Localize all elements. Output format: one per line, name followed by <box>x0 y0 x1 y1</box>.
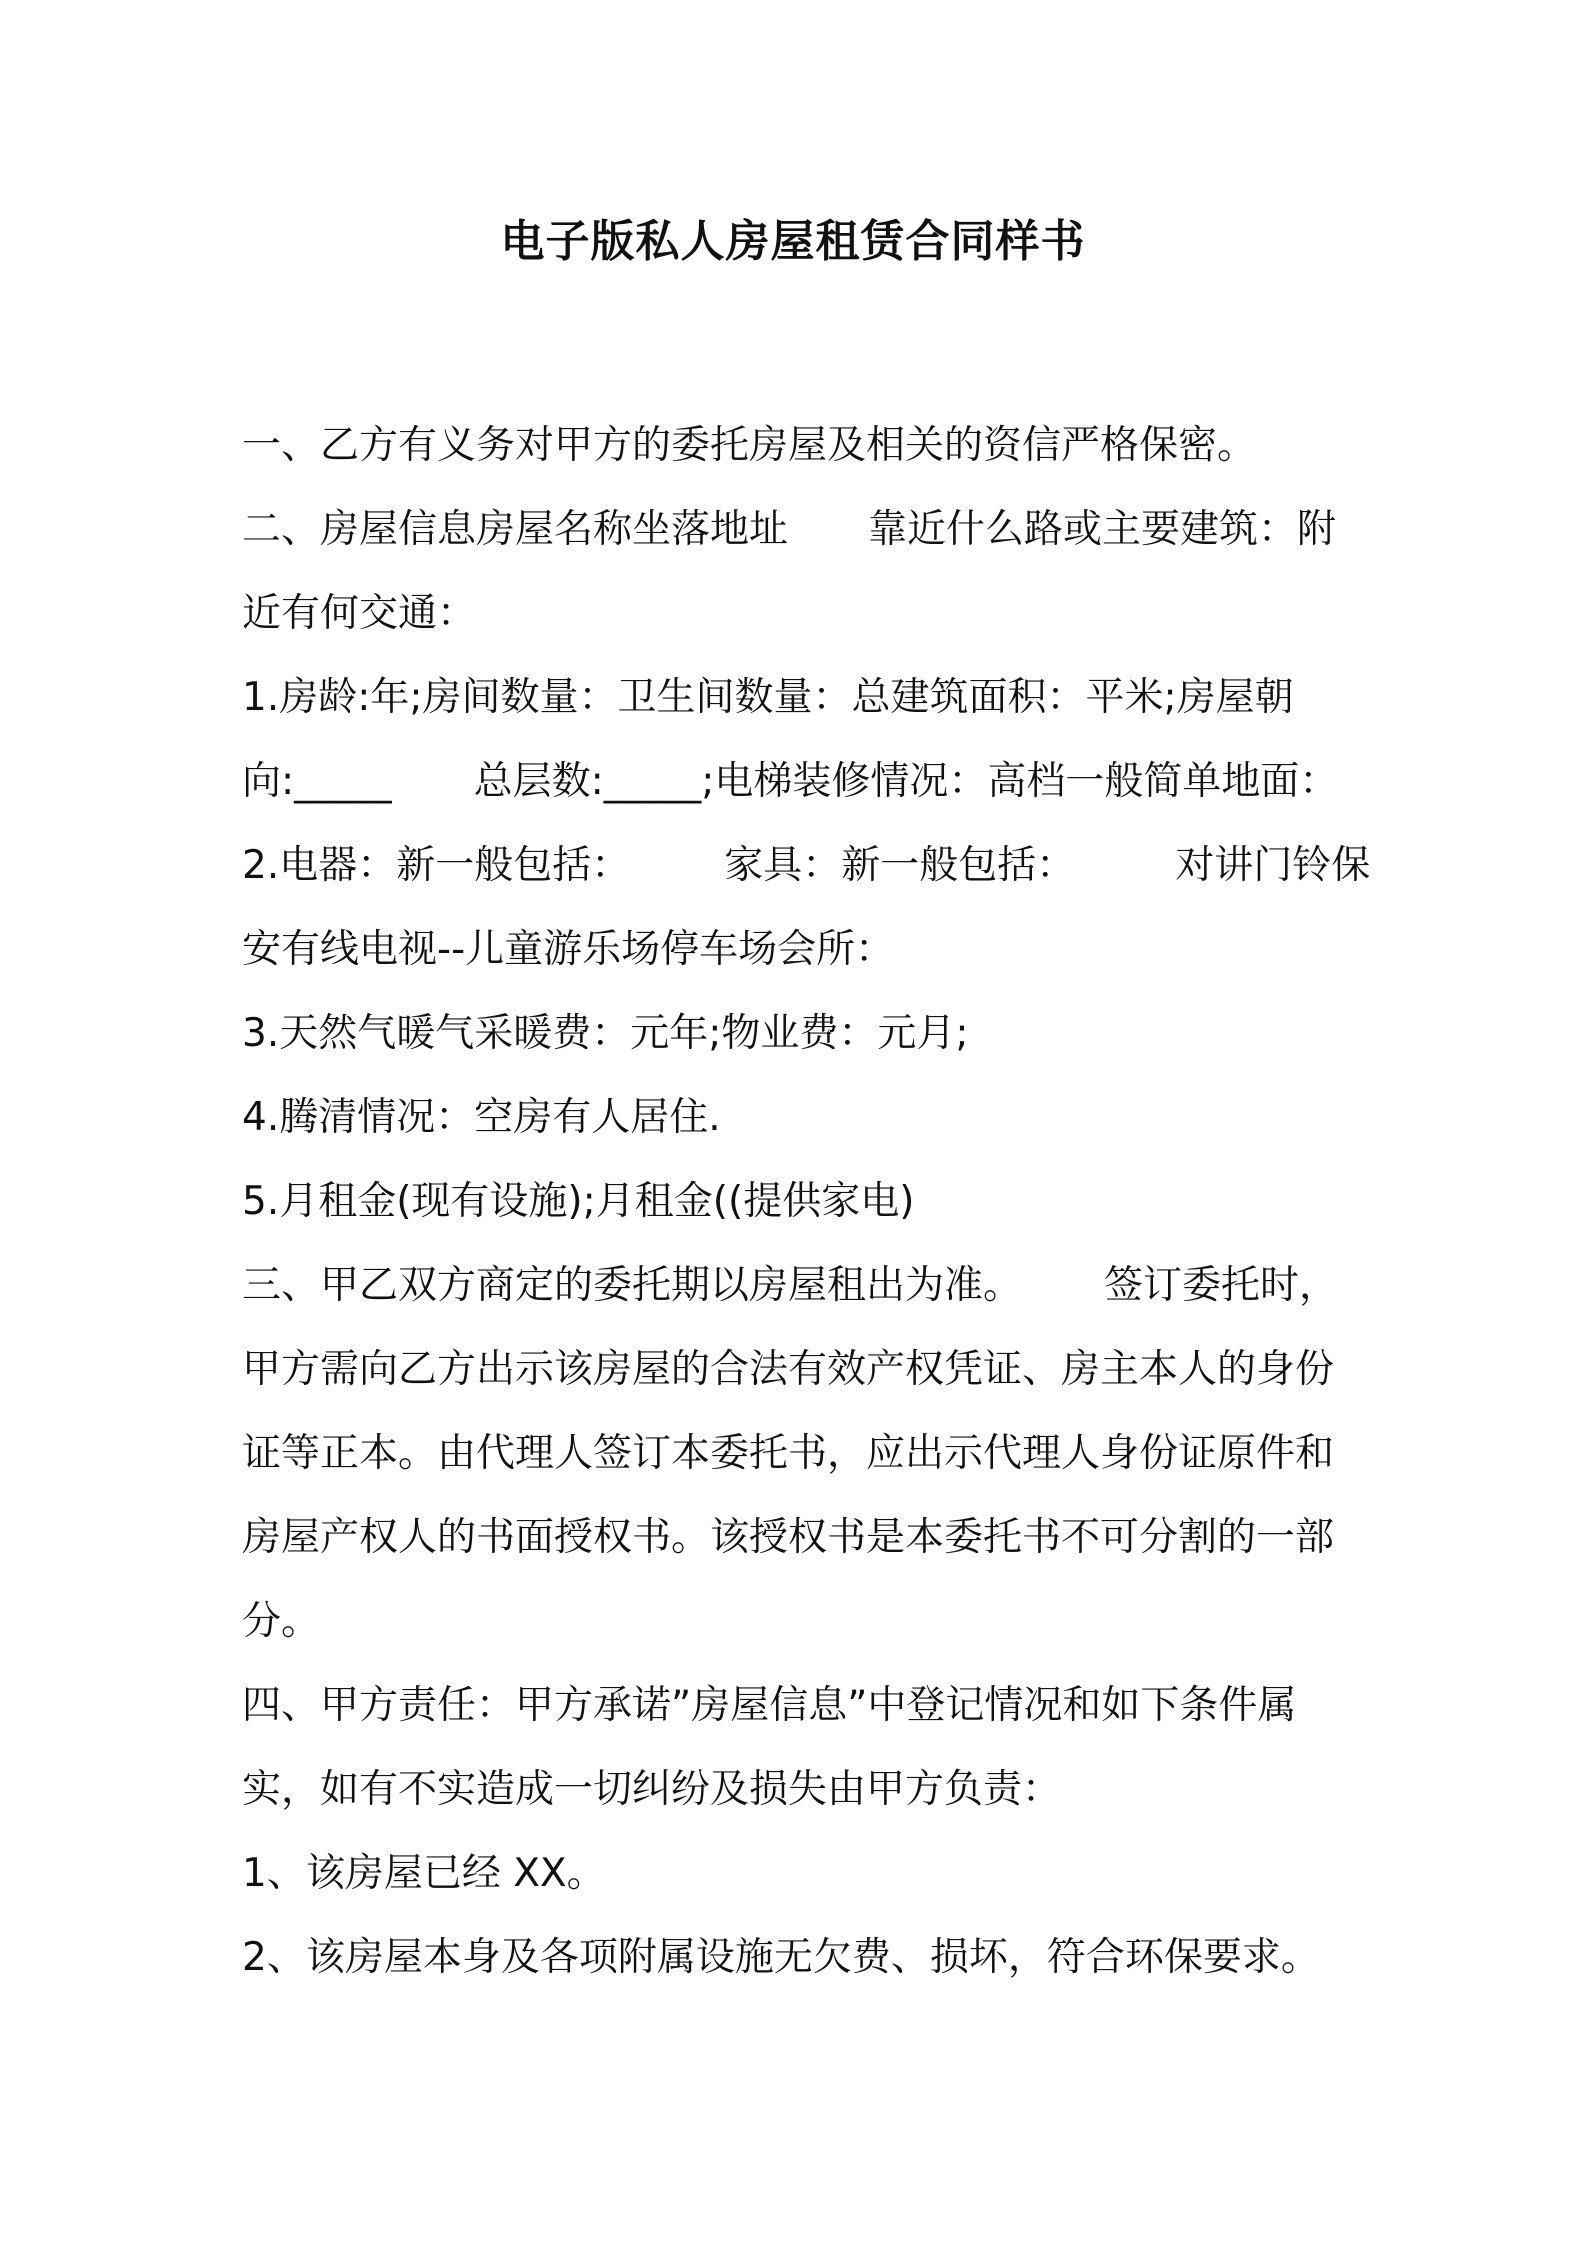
line-text: 证等正本。由代理人签订本委托书，应出示代理人身份证原件和 <box>242 1431 1335 1476</box>
line-text: 1.房龄:年;房间数量：卫生间数量：总建筑面积：平米;房屋朝 <box>242 675 1294 720</box>
paragraph-line <box>242 1496 1366 1580</box>
line-text: 对讲门铃保 <box>1175 843 1371 888</box>
line-text: 3.天然气暖气采暖费：元年;物业费：元月; <box>242 1011 969 1056</box>
paragraph-line <box>242 992 1366 1076</box>
paragraph-line <box>242 656 1366 740</box>
paragraph-line <box>242 1580 1366 1664</box>
line-text: 实，如有不实造成一切纠纷及损失由甲方负责： <box>242 1767 1062 1812</box>
paragraph-line <box>242 1328 1366 1412</box>
paragraph-line <box>242 740 1366 824</box>
line-text: 2.电器：新一般包括： <box>242 843 631 888</box>
line-text: 一、乙方有义务对甲方的委托房屋及相关的资信严格保密。 <box>242 423 1257 468</box>
line-text: 近有何交通： <box>242 591 477 636</box>
line-text: 1、该房屋已经 XX。 <box>242 1851 606 1896</box>
line-text: 二、房屋信息房屋名称坐落地址 <box>242 507 789 552</box>
document-body <box>242 404 1371 2000</box>
paragraph-line <box>242 1160 1366 1244</box>
paragraph-line <box>242 404 1366 488</box>
line-text: 四、甲方责任：甲方承诺”房屋信息”中登记情况和如下条件属 <box>242 1683 1297 1728</box>
paragraph-line <box>242 572 1366 656</box>
line-text: 总层数:_____;电梯装修情况：高档一般简单地面： <box>473 759 1339 804</box>
paragraph-line <box>242 824 1371 908</box>
paragraph-line <box>242 1664 1366 1748</box>
paragraph-line <box>242 488 1366 572</box>
line-text: 三、甲乙双方商定的委托期以房屋租出为准。 <box>242 1263 1023 1308</box>
paragraph-line <box>242 1244 1366 1328</box>
paragraph-line <box>242 1412 1366 1496</box>
paragraph-line <box>242 1076 1366 1160</box>
line-text: 甲方需向乙方出示该房屋的合法有效产权凭证、房主本人的身份 <box>242 1347 1335 1392</box>
line-text: 安有线电视--儿童游乐场停车场会所： <box>242 927 895 972</box>
line-text: 向:_____ <box>242 759 392 804</box>
line-text: 4.腾清情况：空房有人居住. <box>242 1095 721 1140</box>
line-text: 靠近什么路或主要建筑：附 <box>868 507 1337 552</box>
paragraph-line <box>242 1832 1366 1916</box>
line-text: 2、该房屋本身及各项附属设施无欠费、损坏，符合环保要求。 <box>242 1935 1320 1980</box>
line-text: 5.月租金(现有设施);月租金((提供家电) <box>242 1179 915 1224</box>
paragraph-line <box>242 1916 1366 2000</box>
paragraph-line <box>242 908 1366 992</box>
paragraph-line <box>242 1748 1366 1832</box>
line-text: 房屋产权人的书面授权书。该授权书是本委托书不可分割的一部 <box>242 1515 1335 1560</box>
line-text: 签订委托时， <box>1104 1263 1339 1308</box>
line-text: 家具：新一般包括： <box>724 843 1076 888</box>
line-text: 分。 <box>242 1599 321 1644</box>
document-title: 电子版私人房屋租赁合同样书 <box>500 216 1086 267</box>
